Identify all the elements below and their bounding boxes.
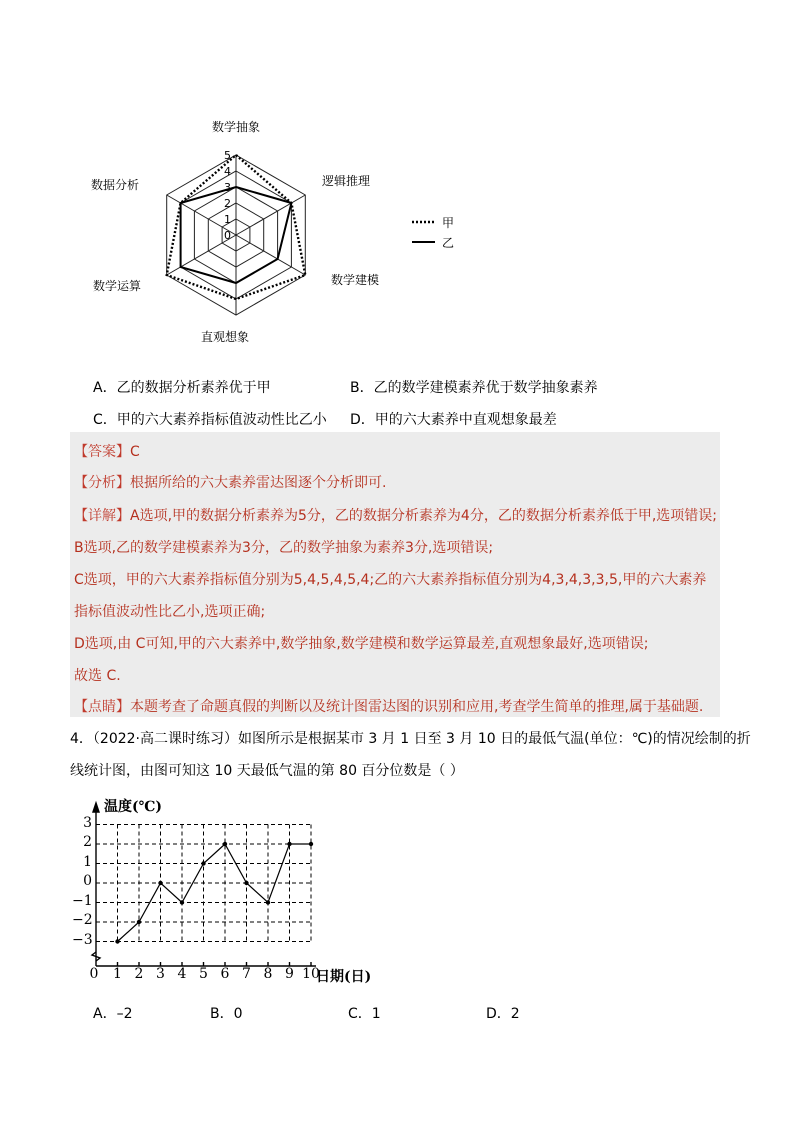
detail-text-1: A选项,甲的数据分析素养为5分，乙的数据分析素养为4分，乙的数据分析素养低于甲,选项错误; [130, 508, 718, 524]
chart-data-point [115, 939, 119, 943]
chart-plot-area [90, 800, 320, 970]
chart-data-point [266, 900, 270, 904]
q3-option-d: D．甲的六大素养中直观想象最差 [350, 412, 557, 428]
chart-xlabel: 日期(日) [316, 969, 372, 985]
solution-detail-2: B选项,乙的数学建模素养为3分，乙的数学抽象为素养3分,选项错误; [74, 540, 494, 556]
chart-series-points [115, 842, 313, 944]
solution-detail-4: 指标值波动性比乙小,选项正确; [74, 604, 266, 620]
chart-data-point [244, 881, 248, 885]
q4-stem-line-1: 4．（2022·高二课时练习）如图所示是根据某市 3 月 1 日至 3 月 10 日的最低气温(单位：℃)的情况绘制的折 [70, 731, 751, 747]
chart-data-point [180, 900, 184, 904]
solution-detail-5: D选项,由 C可知,甲的六大素养中,数学抽象,数学建模和数学运算最差,直观想象最好,选项错误; [74, 636, 649, 652]
chart-series-line [118, 844, 312, 942]
radar-scale-label: 4 [224, 165, 231, 178]
legend-label-jia: 甲 [442, 216, 455, 230]
chart-x-tick-label: 0 [89, 966, 99, 982]
comment-tag: 【点睛】 [74, 699, 130, 715]
answer-tag: 【答案】 [74, 444, 130, 460]
radar-spoke [236, 235, 305, 275]
radar-axis-label-abstraction: 数学抽象 [212, 120, 261, 134]
q4-option-c: C．1 [348, 1006, 381, 1022]
chart-data-point [309, 842, 313, 846]
chart-grid [96, 825, 311, 942]
solution-comment [74, 696, 703, 716]
solution-detail-3: C选项，甲的六大素养指标值分别为5,4,5,4,5,4;乙的六大素养指标值分别为4,3,4,3,3,5,甲的六大素养 [74, 572, 707, 588]
radar-axis-label-data-analysis: 数据分析 [91, 178, 140, 192]
chart-y-tick-label: 1 [83, 853, 92, 870]
radar-axis-label-modeling: 数学建模 [331, 273, 380, 287]
q3-option-b: B．乙的数学建模素养优于数学抽象素养 [350, 380, 598, 396]
solution-detail-6: 故选 C. [74, 668, 121, 684]
chart-x-tick-label: 8 [263, 966, 273, 982]
solution-analysis [74, 472, 386, 492]
radar-scale-label: 5 [224, 149, 231, 162]
q4-option-a: A．–2 [93, 1006, 133, 1022]
analysis-tag: 【分析】 [74, 475, 130, 491]
radar-scale-label: 1 [224, 213, 231, 226]
chart-data-point [201, 861, 205, 865]
q4-option-b: B．0 [210, 1006, 243, 1022]
chart-x-tick-label: 6 [220, 966, 230, 982]
chart-y-tick-label: 0 [83, 873, 92, 889]
chart-data-point [158, 881, 162, 885]
radar-legend-swatches [411, 215, 436, 255]
analysis-text: 根据所给的六大素养雷达图逐个分析即可. [130, 475, 387, 491]
detail-tag: 【详解】 [74, 508, 130, 524]
chart-y-tick-label: −3 [72, 931, 93, 948]
chart-y-axis-arrow [93, 803, 99, 812]
chart-x-tick-label: 7 [242, 966, 251, 982]
radar-axis-label-reasoning: 逻辑推理 [322, 174, 371, 188]
q3-option-a: A．乙的数据分析素养优于甲 [93, 380, 271, 396]
q4-stem-line-2: 线统计图，由图可知这 10 天最低气温的第 80 百分位数是（ ） [70, 763, 464, 779]
chart-data-point [137, 920, 141, 924]
chart-data-point [287, 842, 291, 846]
radar-scale-label: 0 [224, 229, 231, 242]
q4-option-d: D．2 [486, 1006, 520, 1022]
chart-x-tick-label: 2 [134, 966, 144, 982]
q3-option-c: C．甲的六大素养指标值波动性比乙小 [93, 412, 327, 428]
chart-x-tick-label: 5 [199, 966, 208, 982]
answer-value: C [130, 444, 140, 460]
comment-text: 本题考查了命题真假的判断以及统计图雷达图的识别和应用,考查学生简单的推理,属于基础题. [130, 699, 704, 715]
chart-x-tick-label: 4 [177, 966, 187, 982]
radar-axis-label-intuition: 直观想象 [201, 330, 250, 344]
legend-label-yi: 乙 [442, 236, 455, 250]
chart-data-point [223, 842, 227, 846]
radar-scale-label: 2 [224, 197, 231, 210]
chart-x-tick-label: 10 [302, 966, 320, 982]
solution-answer [74, 441, 140, 461]
radar-axis-label-computation: 数学运算 [93, 279, 142, 293]
chart-y-tick-label: −2 [72, 912, 93, 928]
chart-y-tick-label: 2 [83, 834, 92, 850]
chart-ylabel: 温度(℃) [104, 799, 163, 815]
chart-x-tick-label: 1 [113, 966, 122, 982]
chart-x-tick-label: 3 [156, 966, 165, 982]
chart-x-tick-label: 9 [285, 966, 294, 982]
radar-plot [150, 130, 330, 320]
radar-scale-label: 3 [224, 181, 231, 194]
solution-detail-1 [74, 505, 717, 525]
chart-y-tick-label: −1 [72, 892, 93, 909]
chart-y-tick-label: 3 [83, 814, 92, 831]
